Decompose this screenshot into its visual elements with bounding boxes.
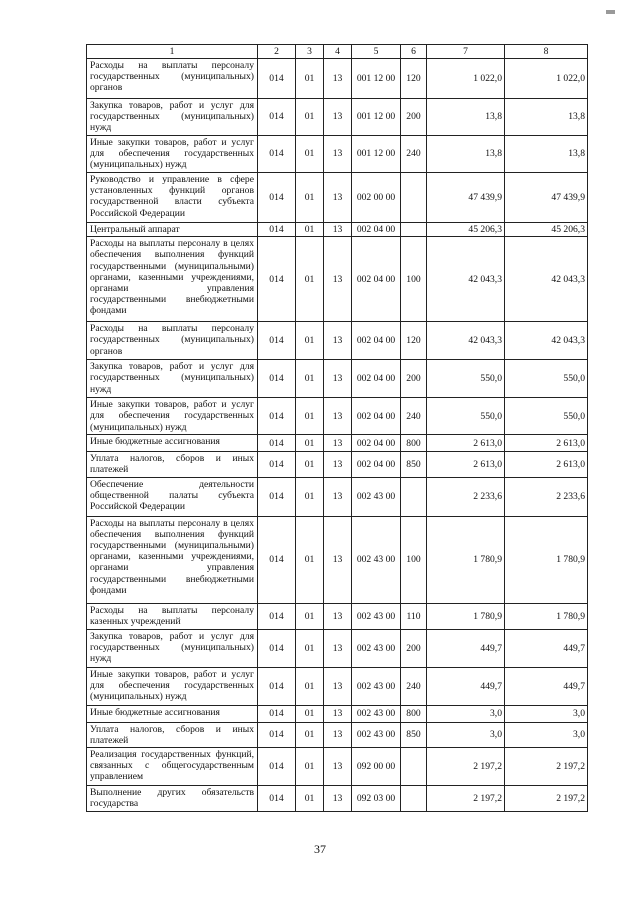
subsection-cell: 13 (324, 722, 352, 747)
header-cell: 7 (427, 45, 505, 59)
expense-type-cell: 800 (401, 705, 427, 722)
header-cell: 5 (352, 45, 401, 59)
code-admin-cell: 014 (258, 786, 296, 812)
page-number: 37 (314, 842, 326, 856)
amount-total-cell: 45 206,3 (505, 223, 588, 237)
code-admin-cell: 014 (258, 173, 296, 223)
subsection-cell: 13 (324, 237, 352, 322)
section-cell: 01 (296, 136, 324, 173)
section-cell: 01 (296, 629, 324, 667)
table-row (87, 360, 588, 398)
row-name-cell: Уплата налогов, сборов и иных платежей (87, 452, 258, 477)
amount-total-cell: 550,0 (505, 398, 588, 435)
table-row (87, 722, 588, 747)
table-row (87, 173, 588, 223)
table-row (87, 223, 588, 237)
amount-total-cell: 1 022,0 (505, 59, 588, 99)
target-article-cell: 002 43 00 (352, 667, 401, 705)
table-body (87, 45, 588, 812)
subsection-cell: 13 (324, 705, 352, 722)
header-cell: 3 (296, 45, 324, 59)
expense-type-cell: 850 (401, 722, 427, 747)
section-cell: 01 (296, 99, 324, 136)
amount-cell: 2 613,0 (427, 452, 505, 477)
subsection-cell: 13 (324, 99, 352, 136)
amount-cell: 2 197,2 (427, 748, 505, 786)
code-admin-cell: 014 (258, 748, 296, 786)
amount-total-cell: 3,0 (505, 705, 588, 722)
subsection-cell: 13 (324, 452, 352, 477)
subsection-cell: 13 (324, 748, 352, 786)
target-article-cell: 092 03 00 (352, 786, 401, 812)
row-name-cell: Иные закупки товаров, работ и услуг для обеспечения государственных (муниципальных) нужд (87, 136, 258, 173)
row-name-cell: Центральный аппарат (87, 223, 258, 237)
expense-type-cell (401, 173, 427, 223)
target-article-cell: 002 04 00 (352, 398, 401, 435)
header-cell: 1 (87, 45, 258, 59)
header-cell: 6 (401, 45, 427, 59)
expense-type-cell (401, 748, 427, 786)
expense-type-cell: 120 (401, 322, 427, 360)
expense-type-cell: 200 (401, 629, 427, 667)
subsection-cell: 13 (324, 629, 352, 667)
table-row (87, 435, 588, 452)
code-admin-cell: 014 (258, 360, 296, 398)
expense-type-cell: 100 (401, 237, 427, 322)
expense-type-cell (401, 223, 427, 237)
section-cell: 01 (296, 322, 324, 360)
amount-cell: 45 206,3 (427, 223, 505, 237)
code-admin-cell: 014 (258, 667, 296, 705)
code-admin-cell: 014 (258, 603, 296, 629)
section-cell: 01 (296, 398, 324, 435)
code-admin-cell: 014 (258, 722, 296, 747)
expense-type-cell: 120 (401, 59, 427, 99)
table-row (87, 603, 588, 629)
row-name-cell: Закупка товаров, работ и услуг для государственных (муниципальных) нужд (87, 99, 258, 136)
code-admin-cell: 014 (258, 452, 296, 477)
table-row (87, 99, 588, 136)
amount-cell: 13,8 (427, 99, 505, 136)
expense-type-cell: 200 (401, 99, 427, 136)
amount-total-cell: 13,8 (505, 99, 588, 136)
code-admin-cell: 014 (258, 705, 296, 722)
target-article-cell: 002 04 00 (352, 435, 401, 452)
row-name-cell: Расходы на выплаты персоналу казенных учреждений (87, 603, 258, 629)
amount-cell: 47 439,9 (427, 173, 505, 223)
header-cell: 8 (505, 45, 588, 59)
expense-type-cell: 850 (401, 452, 427, 477)
section-cell: 01 (296, 223, 324, 237)
header-cell: 2 (258, 45, 296, 59)
subsection-cell: 13 (324, 173, 352, 223)
amount-cell: 1 022,0 (427, 59, 505, 99)
row-name-cell: Расходы на выплаты персоналу в целях обеспечения выполнения функций государственными (муниципальными) органами, казенными учреждениями, органами управления государственными внебюджетными фондами (87, 237, 258, 322)
section-cell: 01 (296, 59, 324, 99)
subsection-cell: 13 (324, 223, 352, 237)
amount-cell: 449,7 (427, 667, 505, 705)
target-article-cell: 002 04 00 (352, 237, 401, 322)
section-cell: 01 (296, 786, 324, 812)
table-row (87, 59, 588, 99)
table-row (87, 477, 588, 516)
subsection-cell: 13 (324, 603, 352, 629)
code-admin-cell: 014 (258, 477, 296, 516)
target-article-cell: 002 43 00 (352, 705, 401, 722)
amount-total-cell: 42 043,3 (505, 322, 588, 360)
target-article-cell: 002 43 00 (352, 516, 401, 603)
amount-cell: 3,0 (427, 705, 505, 722)
amount-cell: 449,7 (427, 629, 505, 667)
row-name-cell: Иные бюджетные ассигнования (87, 705, 258, 722)
amount-total-cell: 449,7 (505, 667, 588, 705)
target-article-cell: 001 12 00 (352, 59, 401, 99)
code-admin-cell: 014 (258, 629, 296, 667)
table-row (87, 786, 588, 812)
code-admin-cell: 014 (258, 516, 296, 603)
amount-total-cell: 550,0 (505, 360, 588, 398)
code-admin-cell: 014 (258, 59, 296, 99)
expense-type-cell (401, 477, 427, 516)
amount-total-cell: 13,8 (505, 136, 588, 173)
subsection-cell: 13 (324, 435, 352, 452)
target-article-cell: 001 12 00 (352, 136, 401, 173)
subsection-cell: 13 (324, 398, 352, 435)
table-row (87, 629, 588, 667)
amount-cell: 1 780,9 (427, 603, 505, 629)
row-name-cell: Реализация государственных функций, связанных с общегосударственным управлением (87, 748, 258, 786)
amount-total-cell: 47 439,9 (505, 173, 588, 223)
row-name-cell: Закупка товаров, работ и услуг для государственных (муниципальных) нужд (87, 360, 258, 398)
table-row (87, 452, 588, 477)
row-name-cell: Закупка товаров, работ и услуг для государственных (муниципальных) нужд (87, 629, 258, 667)
section-cell: 01 (296, 360, 324, 398)
table-row (87, 237, 588, 322)
amount-total-cell: 42 043,3 (505, 237, 588, 322)
amount-cell: 13,8 (427, 136, 505, 173)
amount-total-cell: 1 780,9 (505, 516, 588, 603)
target-article-cell: 002 04 00 (352, 360, 401, 398)
code-admin-cell: 014 (258, 136, 296, 173)
subsection-cell: 13 (324, 136, 352, 173)
row-name-cell: Расходы на выплаты персоналу государственных (муниципальных) органов (87, 59, 258, 99)
target-article-cell: 002 43 00 (352, 477, 401, 516)
amount-total-cell: 449,7 (505, 629, 588, 667)
expense-type-cell: 110 (401, 603, 427, 629)
target-article-cell: 002 00 00 (352, 173, 401, 223)
amount-total-cell: 1 780,9 (505, 603, 588, 629)
amount-cell: 2 197,2 (427, 786, 505, 812)
row-name-cell: Иные закупки товаров, работ и услуг для обеспечения государственных (муниципальных) нужд (87, 398, 258, 435)
amount-total-cell: 2 613,0 (505, 435, 588, 452)
expense-type-cell: 240 (401, 398, 427, 435)
amount-total-cell: 2 197,2 (505, 748, 588, 786)
amount-cell: 550,0 (427, 398, 505, 435)
section-cell: 01 (296, 667, 324, 705)
subsection-cell: 13 (324, 667, 352, 705)
section-cell: 01 (296, 603, 324, 629)
amount-total-cell: 2 197,2 (505, 786, 588, 812)
row-name-cell: Руководство и управление в сфере установленных функций органов государственной власти субъекта Российской Федерации (87, 173, 258, 223)
amount-cell: 42 043,3 (427, 322, 505, 360)
table-row (87, 667, 588, 705)
amount-total-cell: 2 613,0 (505, 452, 588, 477)
row-name-cell: Обеспечение деятельности общественной палаты субъекта Российской Федерации (87, 477, 258, 516)
header-row (87, 45, 588, 59)
amount-cell: 3,0 (427, 722, 505, 747)
subsection-cell: 13 (324, 322, 352, 360)
subsection-cell: 13 (324, 786, 352, 812)
section-cell: 01 (296, 173, 324, 223)
table-row (87, 705, 588, 722)
code-admin-cell: 014 (258, 223, 296, 237)
table-row (87, 136, 588, 173)
target-article-cell: 002 43 00 (352, 629, 401, 667)
budget-table-container (86, 44, 587, 812)
code-admin-cell: 014 (258, 237, 296, 322)
section-cell: 01 (296, 705, 324, 722)
expense-type-cell (401, 786, 427, 812)
row-name-cell: Уплата налогов, сборов и иных платежей (87, 722, 258, 747)
amount-total-cell: 3,0 (505, 722, 588, 747)
code-admin-cell: 014 (258, 322, 296, 360)
code-admin-cell: 014 (258, 99, 296, 136)
amount-cell: 2 613,0 (427, 435, 505, 452)
expense-type-cell: 240 (401, 136, 427, 173)
amount-cell: 42 043,3 (427, 237, 505, 322)
target-article-cell: 001 12 00 (352, 99, 401, 136)
amount-cell: 2 233,6 (427, 477, 505, 516)
table-row (87, 748, 588, 786)
section-cell: 01 (296, 748, 324, 786)
target-article-cell: 002 04 00 (352, 223, 401, 237)
section-cell: 01 (296, 237, 324, 322)
row-name-cell: Иные закупки товаров, работ и услуг для обеспечения государственных (муниципальных) нужд (87, 667, 258, 705)
amount-total-cell: 2 233,6 (505, 477, 588, 516)
target-article-cell: 092 00 00 (352, 748, 401, 786)
expense-type-cell: 800 (401, 435, 427, 452)
row-name-cell: Расходы на выплаты персоналу в целях обеспечения выполнения функций государственными (муниципальными) органами, казенными учреждениями, органами управления государственными внебюджетными фондами (87, 516, 258, 603)
budget-table (86, 44, 588, 812)
section-cell: 01 (296, 516, 324, 603)
subsection-cell: 13 (324, 516, 352, 603)
section-cell: 01 (296, 452, 324, 477)
code-admin-cell: 014 (258, 435, 296, 452)
subsection-cell: 13 (324, 59, 352, 99)
target-article-cell: 002 04 00 (352, 452, 401, 477)
table-row (87, 322, 588, 360)
section-cell: 01 (296, 722, 324, 747)
table-row (87, 516, 588, 603)
expense-type-cell: 100 (401, 516, 427, 603)
expense-type-cell: 240 (401, 667, 427, 705)
table-row (87, 398, 588, 435)
row-name-cell: Выполнение других обязательств государства (87, 786, 258, 812)
header-cell: 4 (324, 45, 352, 59)
subsection-cell: 13 (324, 360, 352, 398)
section-cell: 01 (296, 435, 324, 452)
section-cell: 01 (296, 477, 324, 516)
target-article-cell: 002 43 00 (352, 722, 401, 747)
target-article-cell: 002 04 00 (352, 322, 401, 360)
row-name-cell: Расходы на выплаты персоналу государственных (муниципальных) органов (87, 322, 258, 360)
target-article-cell: 002 43 00 (352, 603, 401, 629)
scan-mark (606, 10, 615, 14)
row-name-cell: Иные бюджетные ассигнования (87, 435, 258, 452)
expense-type-cell: 200 (401, 360, 427, 398)
amount-cell: 1 780,9 (427, 516, 505, 603)
subsection-cell: 13 (324, 477, 352, 516)
code-admin-cell: 014 (258, 398, 296, 435)
amount-cell: 550,0 (427, 360, 505, 398)
